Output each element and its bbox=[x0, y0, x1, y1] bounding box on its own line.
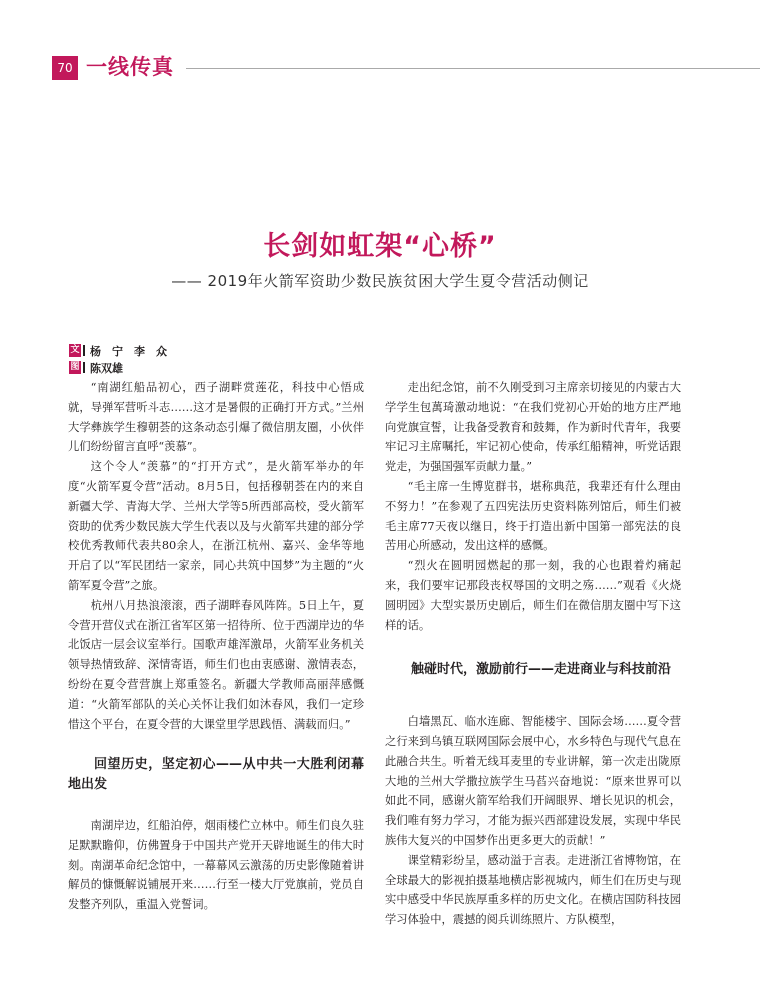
paragraph: “南湖红船品初心，西子湖畔赏莲花，科技中心悟成就，导弹军营听斗志……这才是暑假的正确打开方式。”兰州大学彝族学生穆朝荟的这条动态引爆了微信朋友圈，小伙伴儿们纷纷留言直呼“羡慕”。 bbox=[68, 381, 364, 454]
paragraph: 这个令人“羡慕”的“打开方式”，是火箭军举办的年度“火箭军夏令营”活动。8月5日，包括穆朝荟在内的来自新疆大学、青海大学、兰州大学等5所西部高校，受火箭军资助的优秀少数民族大学生代表以及与火箭军共建的部分学校优秀教师代表共80余人，在浙江杭州、嘉兴、金华等地开启了以“军民团结一家亲，同心共筑中国梦”为主题的“火箭军夏令营”之旅。 bbox=[68, 460, 364, 592]
left-column bbox=[68, 378, 364, 915]
photo-credit-tag: 图 bbox=[70, 362, 80, 372]
author-names: 杨 宁 李 众 bbox=[90, 344, 167, 358]
paragraph: 课堂精彩纷呈，感动溢于言表。走进浙江省博物馆，在全球最大的影视拍摄基地横店影视城内，师生们在历史与现实中感受中华民族厚重多样的历史文化。在横店国防科技园学习体验中，震撼的阅兵训练照片、方队模型， bbox=[385, 853, 681, 927]
paragraph: 白墙黑瓦、临水连廊、智能楼宇、国际会场……夏令营之行来到乌镇互联网国际会展中心，水乡特色与现代气息在此融合共生。听着无线耳麦里的专业讲解，第一次走出陇原大地的兰州大学撒拉族学生马萏兴奋地说：“原来世界可以如此不同，感谢火箭军给我们开阔眼界、增长见识的机会，我们唯有努力学习，才能为振兴西部建设发展，实现中华民族伟大复兴的中国梦作出更多更大的贡献！” bbox=[385, 715, 681, 847]
paragraph: 走出纪念馆，前不久刚受到习主席亲切接见的内蒙古大学学生包萬琦激动地说：“在我们党初心开始的地方庄严地向党旗宣誓，让我备受教育和鼓舞，作为新时代青年，我要牢记习主席嘱托，牢记初心使命，传承红船精神，听党话跟党走，为强国强军贡献力量。” bbox=[385, 381, 681, 474]
byline-divider bbox=[83, 362, 85, 373]
byline-author bbox=[69, 342, 167, 359]
article-title: 长剑如虹架“心桥” bbox=[263, 231, 497, 262]
paragraph: 杭州八月热浪滚滚，西子湖畔春风阵阵。5日上午，夏令营开营仪式在浙江省军区第一招待所、位于西湖岸边的华北饭店一层会议室举行。国歌声雄浑激昂，火箭军业务机关领导热情致辞、深情寄语，师生们也由衷感谢、激情表态，纷纷在夏令营营旗上郑重签名。新疆大学教师高丽萍感慨道：“火箭军部队的关心关怀让我们如沐春风，我们一定珍惜这个平台，在夏令营的大课堂里学思践悟、满载而归。” bbox=[68, 598, 364, 731]
article-subtitle: —— 2019年火箭军资助少数民族贫困大学生夏令营活动侧记 bbox=[171, 272, 589, 290]
right-column bbox=[385, 378, 681, 930]
page-number: 70 bbox=[52, 56, 78, 80]
byline bbox=[69, 342, 167, 376]
byline-divider bbox=[83, 345, 85, 356]
paragraph: “毛主席一生博览群书，堪称典范，我辈还有什么理由不努力！”在参观了五四宪法历史资料陈列馆后，师生们被毛主席77天夜以继日，终于打造出新中国第一部宪法的良苦用心所感动，发出这样的感慨。 bbox=[385, 479, 681, 553]
byline-photographer bbox=[69, 359, 167, 376]
section-title: 一线传真 bbox=[86, 55, 174, 79]
header-divider bbox=[186, 68, 760, 69]
text-credit-tag: 文 bbox=[70, 345, 80, 355]
photographer-name: 陈双雄 bbox=[90, 361, 123, 375]
page-header bbox=[0, 52, 760, 82]
paragraph: 南湖岸边，红船泊停，烟雨楼伫立林中。师生们良久驻足默默瞻仰，仿佛置身于中国共产党开天辟地诞生的伟大时刻。南湖革命纪念馆中，一幕幕风云激荡的历史影像随着讲解员的慷慨解说铺展开来……行至一楼大厅党旗前，党员自发整齐列队，重温入党誓词。 bbox=[68, 818, 364, 912]
section-heading: 回望历史，坚定初心——从中共一大胜利闭幕地出发 bbox=[68, 757, 364, 793]
section-heading: 触碰时代，激励前行——走进商业与科技前沿 bbox=[411, 662, 672, 678]
paragraph: “烈火在圆明园燃起的那一刻，我的心也跟着灼痛起来，我们要牢记那段丧权辱国的文明之殇……”观看《火烧圆明园》大型实景历史剧后，师生们在微信朋友圈中写下这样的话。 bbox=[385, 559, 681, 632]
